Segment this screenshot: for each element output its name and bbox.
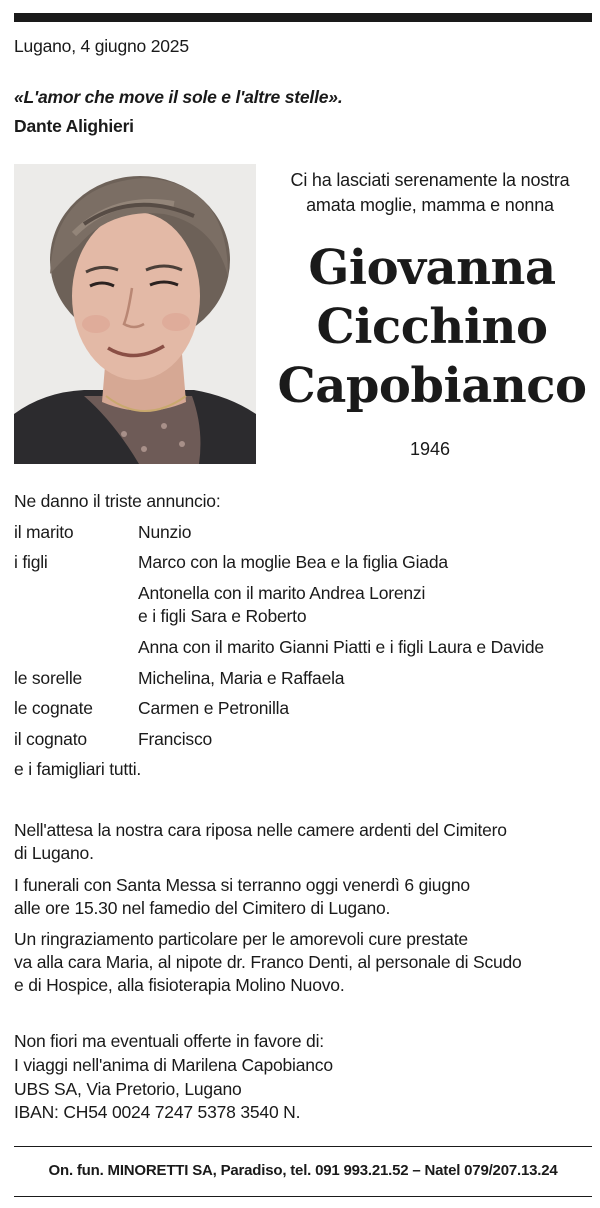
child-1: Marco con la moglie Bea e la figlia Giada [138, 552, 448, 572]
donation-iban: IBAN: CH54 0024 7247 5378 3540 N. [14, 1102, 301, 1122]
footer-rule-top [14, 1146, 592, 1147]
child-2-line-1: Antonella con il marito Andrea Lorenzi [138, 583, 426, 603]
birth-year: 1946 [409, 439, 451, 459]
donation-line-3: UBS SA, Via Pretorio, Lugano [14, 1079, 242, 1099]
footer-rule-bottom [14, 1196, 592, 1197]
quote: «L'amor che move il sole e l'altre stelle». [14, 87, 343, 107]
portrait-illustration [14, 164, 256, 464]
donation-line-2: I viaggi nell'anima di Marilena Capobianco [14, 1055, 333, 1075]
intro-line-1: Ci ha lasciati serenamente la nostra [290, 170, 570, 190]
name-last: Capobianco [277, 358, 587, 414]
body-p1-line-2: di Lugano. [14, 843, 94, 863]
brother-in-law-name: Francisco [138, 729, 213, 749]
sisters-in-law-label: le cognate [14, 698, 93, 718]
body-p3-line-1: Un ringraziamento particolare per le amorevoli cure prestate [14, 929, 468, 949]
body-p1-line-1: Nell'attesa la nostra cara riposa nelle camere ardenti del Cimitero [14, 820, 507, 840]
husband-label: il marito [14, 522, 74, 542]
name-first: Giovanna [308, 240, 556, 296]
intro-line-2: amata moglie, mamma e nonna [306, 195, 554, 215]
body-p2-line-2: alle ore 15.30 nel famedio del Cimitero di Lugano. [14, 898, 391, 918]
name-middle: Cicchino [316, 299, 548, 355]
brother-in-law-label: il cognato [14, 729, 87, 749]
funeral-home-footer: On. fun. MINORETTI SA, Paradiso, tel. 091 993.21.52 – Natel 079/207.13.24 [48, 1162, 558, 1179]
donation-line-1: Non fiori ma eventuali offerte in favore di: [14, 1031, 324, 1051]
children-label: i figli [14, 552, 48, 572]
body-p2-line-1: I funerali con Santa Messa si terranno oggi venerdì 6 giugno [14, 875, 470, 895]
sisters-names: Michelina, Maria e Raffaela [138, 668, 345, 688]
body-p3-line-3: e di Hospice, alla fisioterapia Molino Nuovo. [14, 975, 345, 995]
announcement-title: Ne danno il triste annuncio: [14, 491, 221, 511]
body-p3-line-2: va alla cara Maria, al nipote dr. Franco Denti, al personale di Scudo [14, 952, 522, 972]
portrait-photo [14, 164, 256, 464]
announcement-closing: e i famigliari tutti. [14, 759, 142, 779]
quote-author: Dante Alighieri [14, 116, 134, 136]
intro-text [270, 168, 590, 218]
top-rule [14, 13, 592, 22]
husband-name: Nunzio [138, 522, 192, 542]
child-2-line-2: e i figli Sara e Roberto [138, 606, 307, 626]
sisters-in-law-names: Carmen e Petronilla [138, 698, 289, 718]
child-3: Anna con il marito Gianni Piatti e i figli Laura e Davide [138, 637, 544, 657]
place-date: Lugano, 4 giugno 2025 [14, 36, 189, 56]
sisters-label: le sorelle [14, 668, 83, 688]
